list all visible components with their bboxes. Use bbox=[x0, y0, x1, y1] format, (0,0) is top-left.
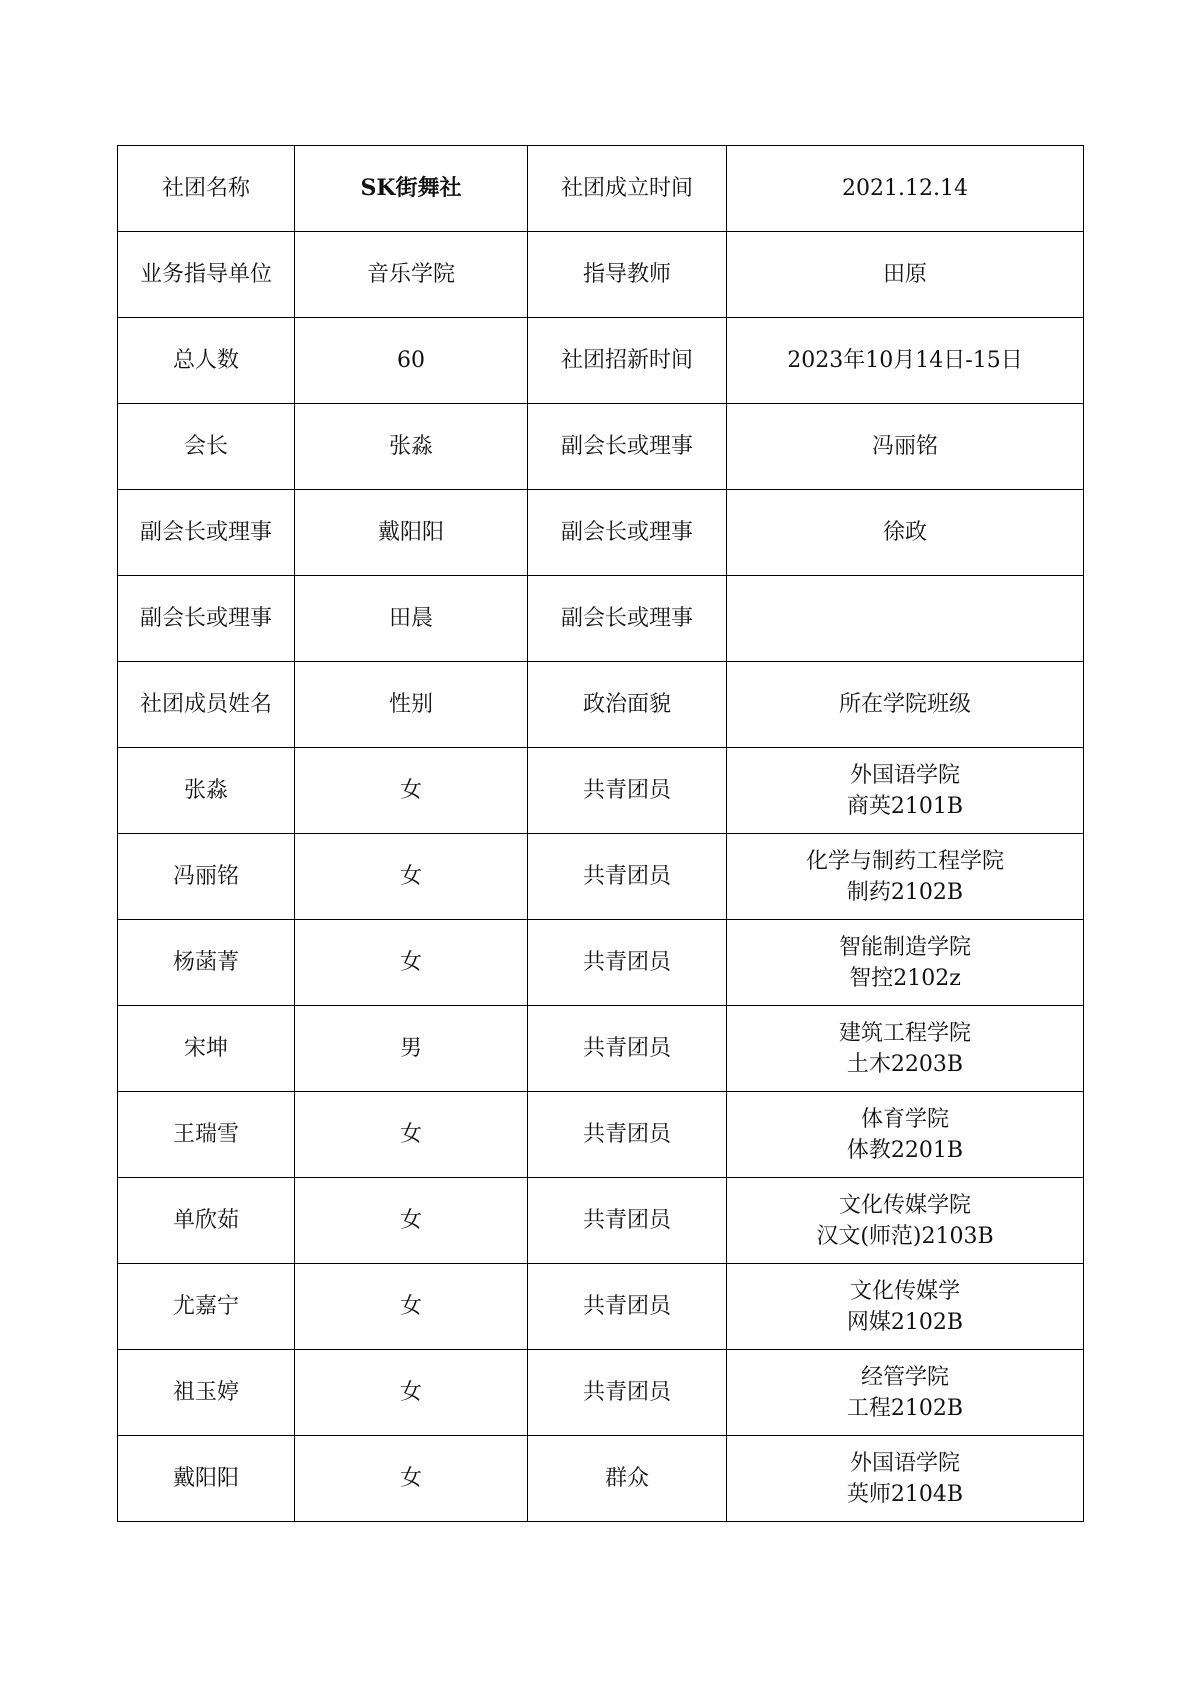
member-college: 文化传媒学 bbox=[849, 1278, 960, 1304]
row-vp-2 bbox=[118, 490, 1084, 576]
vp-label: 副会长或理事 bbox=[528, 404, 727, 490]
founded-label: 社团成立时间 bbox=[528, 146, 727, 232]
member-college: 经管学院 bbox=[860, 1364, 949, 1390]
member-row bbox=[118, 1092, 1084, 1178]
vp-value: 田晨 bbox=[295, 576, 528, 662]
member-class: 网媒2102B bbox=[846, 1309, 964, 1335]
vp-value-empty bbox=[727, 576, 1084, 662]
vp-label: 副会长或理事 bbox=[528, 576, 727, 662]
total-value: 60 bbox=[295, 318, 528, 404]
member-college: 建筑工程学院 bbox=[838, 1020, 971, 1046]
member-gender: 女 bbox=[295, 748, 528, 834]
unit-value: 音乐学院 bbox=[295, 232, 528, 318]
member-name: 祖玉婷 bbox=[118, 1350, 295, 1436]
member-name: 尤嘉宁 bbox=[118, 1264, 295, 1350]
member-row bbox=[118, 748, 1084, 834]
vp-label: 副会长或理事 bbox=[118, 490, 295, 576]
recruit-value: 2023年10月14日-15日 bbox=[727, 318, 1084, 404]
member-row bbox=[118, 920, 1084, 1006]
vp-value: 冯丽铭 bbox=[727, 404, 1084, 490]
member-class: 汉文(师范)2103B bbox=[816, 1223, 994, 1249]
member-class: 制药2102B bbox=[846, 879, 964, 905]
member-political-header: 政治面貌 bbox=[528, 662, 727, 748]
member-class: 英师2104B bbox=[846, 1481, 964, 1507]
total-label: 总人数 bbox=[118, 318, 295, 404]
member-name: 张淼 bbox=[118, 748, 295, 834]
recruit-label: 社团招新时间 bbox=[528, 318, 727, 404]
member-college-class bbox=[727, 1264, 1084, 1350]
row-unit bbox=[118, 232, 1084, 318]
member-row bbox=[118, 1264, 1084, 1350]
club-info-table bbox=[117, 145, 1084, 1522]
row-club-name bbox=[118, 146, 1084, 232]
member-college: 外国语学院 bbox=[849, 762, 960, 788]
member-row bbox=[118, 1178, 1084, 1264]
club-name-label: 社团名称 bbox=[118, 146, 295, 232]
row-president bbox=[118, 404, 1084, 490]
member-gender: 女 bbox=[295, 1264, 528, 1350]
unit-label: 业务指导单位 bbox=[118, 232, 295, 318]
member-class: 土木2203B bbox=[846, 1051, 964, 1077]
member-college-class bbox=[727, 1436, 1084, 1522]
member-college: 化学与制药工程学院 bbox=[805, 848, 1004, 874]
member-college: 智能制造学院 bbox=[838, 934, 971, 960]
member-college-header: 所在学院班级 bbox=[727, 662, 1084, 748]
member-class: 工程2102B bbox=[846, 1395, 964, 1421]
member-political: 共青团员 bbox=[528, 748, 727, 834]
member-college: 外国语学院 bbox=[849, 1450, 960, 1476]
club-name-value: SK街舞社 bbox=[295, 146, 528, 232]
member-college-class bbox=[727, 834, 1084, 920]
advisor-label: 指导教师 bbox=[528, 232, 727, 318]
president-value: 张淼 bbox=[295, 404, 528, 490]
member-class: 体教2201B bbox=[846, 1137, 964, 1163]
member-row bbox=[118, 834, 1084, 920]
president-label: 会长 bbox=[118, 404, 295, 490]
member-political: 共青团员 bbox=[528, 1264, 727, 1350]
member-row bbox=[118, 1350, 1084, 1436]
member-political: 共青团员 bbox=[528, 920, 727, 1006]
member-name: 单欣茹 bbox=[118, 1178, 295, 1264]
member-college: 文化传媒学院 bbox=[838, 1192, 971, 1218]
member-row bbox=[118, 1006, 1084, 1092]
member-college-class bbox=[727, 1178, 1084, 1264]
member-gender: 女 bbox=[295, 834, 528, 920]
member-college-class bbox=[727, 1350, 1084, 1436]
member-name-header: 社团成员姓名 bbox=[118, 662, 295, 748]
member-college-class bbox=[727, 1006, 1084, 1092]
member-gender: 女 bbox=[295, 1350, 528, 1436]
member-gender: 女 bbox=[295, 1436, 528, 1522]
member-political: 共青团员 bbox=[528, 1178, 727, 1264]
member-name: 冯丽铭 bbox=[118, 834, 295, 920]
member-gender: 女 bbox=[295, 1178, 528, 1264]
vp-value: 戴阳阳 bbox=[295, 490, 528, 576]
member-name: 王瑞雪 bbox=[118, 1092, 295, 1178]
member-political: 共青团员 bbox=[528, 1092, 727, 1178]
member-political: 共青团员 bbox=[528, 834, 727, 920]
member-political: 群众 bbox=[528, 1436, 727, 1522]
vp-label: 副会长或理事 bbox=[118, 576, 295, 662]
advisor-value: 田原 bbox=[727, 232, 1084, 318]
vp-label: 副会长或理事 bbox=[528, 490, 727, 576]
member-gender: 女 bbox=[295, 920, 528, 1006]
member-college-class bbox=[727, 1092, 1084, 1178]
member-political: 共青团员 bbox=[528, 1350, 727, 1436]
member-row bbox=[118, 1436, 1084, 1522]
members-header-row bbox=[118, 662, 1084, 748]
member-college: 体育学院 bbox=[860, 1106, 949, 1132]
founded-value: 2021.12.14 bbox=[727, 146, 1084, 232]
member-name: 宋坤 bbox=[118, 1006, 295, 1092]
row-total bbox=[118, 318, 1084, 404]
member-gender-header: 性别 bbox=[295, 662, 528, 748]
member-political: 共青团员 bbox=[528, 1006, 727, 1092]
member-college-class bbox=[727, 748, 1084, 834]
member-gender: 男 bbox=[295, 1006, 528, 1092]
row-vp-3 bbox=[118, 576, 1084, 662]
member-class: 商英2101B bbox=[846, 793, 964, 819]
vp-value: 徐政 bbox=[727, 490, 1084, 576]
member-college-class bbox=[727, 920, 1084, 1006]
member-name: 杨菡菁 bbox=[118, 920, 295, 1006]
member-gender: 女 bbox=[295, 1092, 528, 1178]
member-name: 戴阳阳 bbox=[118, 1436, 295, 1522]
member-class: 智控2102z bbox=[849, 965, 961, 991]
